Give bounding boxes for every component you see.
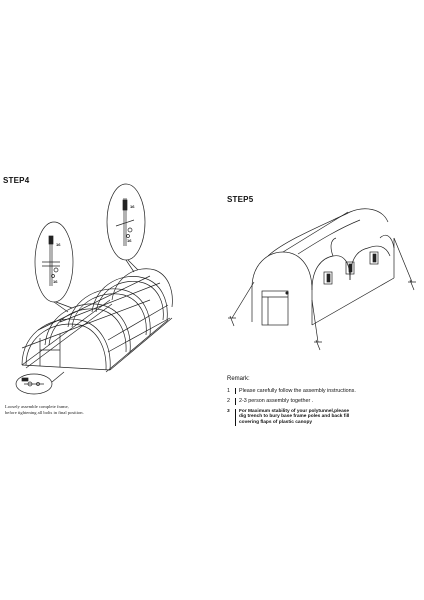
step4-caption bbox=[5, 404, 165, 415]
remarks-section bbox=[227, 376, 417, 430]
callout-label: 16 bbox=[130, 204, 135, 209]
callout-label: 16 bbox=[53, 279, 58, 284]
remark-number: 2 bbox=[227, 398, 236, 404]
remark-item bbox=[227, 398, 417, 404]
remark-item bbox=[227, 409, 417, 426]
remark-number: 3 bbox=[227, 409, 236, 426]
step4-bolt-detail bbox=[16, 372, 64, 394]
remark-text: For Maximum stability of your polytunnel,please bbox=[239, 408, 350, 414]
caption-line: before tightening all bolts in final position. bbox=[5, 409, 84, 415]
step4-callout-left bbox=[35, 222, 73, 312]
caption-line: Loosely assemble complete frame, bbox=[5, 404, 69, 409]
step5-tunnel-drawing bbox=[228, 209, 416, 350]
remark-number: 1 bbox=[227, 388, 236, 394]
remark-text: Please carefully follow the assembly instructions. bbox=[239, 388, 356, 394]
step4-frame-drawing bbox=[22, 269, 172, 372]
step4-title: STEP4 bbox=[3, 176, 30, 185]
callout-label: 16 bbox=[56, 242, 61, 247]
remark-item bbox=[227, 388, 417, 394]
remark-text: covering flaps of plastic canopy bbox=[239, 420, 313, 425]
remarks-heading: Remark: bbox=[227, 376, 250, 382]
remark-text: dig trench to bury base frame poles and back fill bbox=[239, 414, 350, 420]
callout-label: 16 bbox=[127, 238, 132, 243]
step4-callout-right bbox=[107, 184, 145, 272]
remark-text: 2-3 person assembly together . bbox=[239, 398, 314, 405]
step5-title: STEP5 bbox=[227, 195, 254, 204]
